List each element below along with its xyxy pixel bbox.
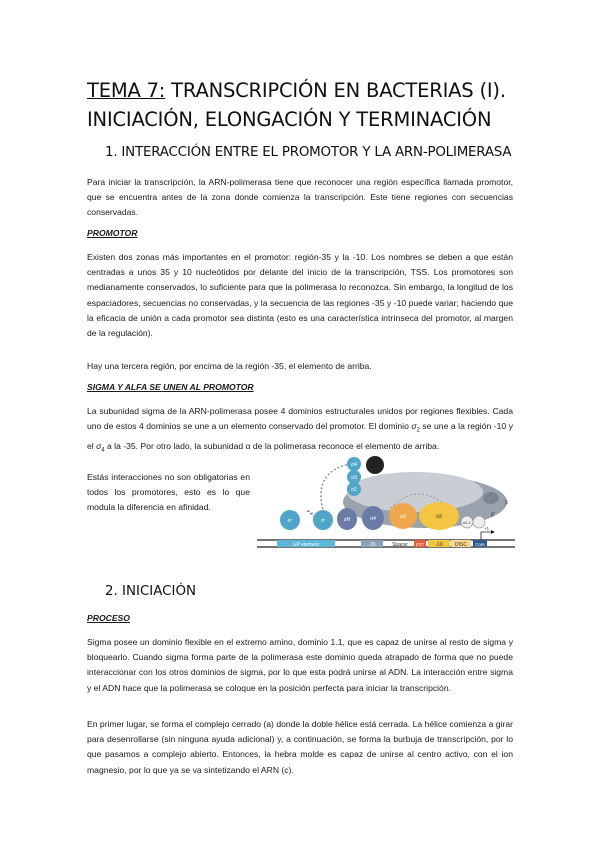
title-topic-text: TRANSCRIPCIÓN EN BACTERIAS (I). [165,79,506,102]
alpha-ntd-label: αN [343,517,351,523]
sigma-top-label-3: σ2 [351,487,357,493]
alpha-ctd-label-2: αⁱ [321,518,325,524]
sigma2-symbol: σ [411,421,417,432]
sigma2-subscript: 2 [416,427,420,434]
document-title-line2: INICIACIÓN, ELONGACIÓN Y TERMINACIÓN [87,108,492,131]
sigma-text-part-b: se une a la región -10 y el [87,421,513,452]
interactions-paragraph: Estás interacciones no son obligatorias en todos los promotores, esto es lo que modula la diferencia en afinidad. [87,472,250,513]
section1-intro-paragraph: Para iniciar la transcripción, la ARN-polimerasa tiene que reconocer una región específica llamada promotor, que se encuentra antes de la zona donde comienza la transcripción. Este tiene regiones con secuencias conservadas. [87,177,513,218]
section2-heading: 2. INICIACIÓN [105,584,197,599]
sigma4-subscript: 4 [101,447,105,454]
sigma-alpha-subheading: SIGMA Y ALFA SE UNEN AL PROMOTOR [87,382,254,392]
beta-prime-label: β' [491,512,495,518]
polymerase-diagram [255,452,517,558]
core-label: Core [475,542,485,547]
up-element-label: UP element [292,542,320,548]
beta-label: β [505,500,508,506]
omega-sphere [366,456,384,474]
section1-heading: 1. INTERACCIÓN ENTRE EL PROMOTOR Y LA ARN-POLIMERASA [105,145,512,160]
sigma-text-part-a: La subunidad sigma de la ARN-polimerasa posee 4 dominios estructurales unidos por regiones flexibles. Cada uno de estos 4 dominios se une a un elemento conservado del promotor. El dominio [87,406,513,432]
promotor-subheading: PROMOTOR [87,228,138,238]
alpha-ctd-label-1: αⁱⁱ [287,518,293,524]
sigma-top-label-1: σ4 [351,462,357,468]
minus10-label: -10 [435,542,443,548]
sigma3-domain-label: σ3 [400,514,406,520]
promotor-paragraph: Existen dos zonas más importantes en el promotor: región-35 y la -10. Los nombres se deben a que están centradas a unos 35 y 10 nucleótidos por delante del inicio de la transcripción, TSS. Los promotores son medianamente conservados, lo suficiente para que la polimerasa lo reconozca. Sin embargo, la longitud de los espaciadores, secuencias no conservadas, y la secuencia de las regiones -35 y -10 puede variar; haciendo que la eficacia de unión a cada promotor sea distinta (esto es una característica intrínseca del promotor, al margen de la regulación). [87,252,513,339]
disc-label: DISC [455,542,467,548]
sigma-top-label-2: σ3 [351,475,357,481]
tss-arrowhead [491,530,495,534]
sigma-paragraph [87,404,513,459]
title-topic-number: TEMA 7: [87,79,166,102]
sigma-text-part-c: a la -35. Por otro lado, la subunidad α de la polimerasa reconoce el elemento de arriba. [104,441,440,452]
ext-label: EXT [415,542,425,547]
spacer-label: Spacer [392,542,408,548]
sigma1-label: σ1.1 [462,520,472,525]
third-region-paragraph: Hay una tercera región, por encima de la región -35, el elemento de arriba. [87,361,372,371]
minus35-label: -35 [368,542,376,548]
tss-label: +1 [484,526,490,531]
proceso-paragraph: Sigma posee un dominio flexible en el extremo amino, dominio 1.1, que es capaz de unirse al resto de sigma y bloquearlo. Cuando sigma forma parte de la polimerasa este dominio queda atrapado de forma que no puede interaccionar con los otros dominios de sigma, por lo que esta podrá unirse al ADN. La interacción entre sigma y el ADN hace que la polimerasa se coloque en la posición perfecta para iniciar la transcripción. [87,637,513,693]
document-title-line1 [87,79,527,102]
sigma4-domain-label: σ4 [370,516,376,522]
sigma2-domain-label: σ2 [436,514,442,520]
proceso-subheading: PROCESO [87,613,130,623]
tss-arrow [481,532,491,540]
beta-prime-subunit-shape [347,472,483,512]
sigma4-symbol: σ [96,441,102,452]
beta-flap-shape [483,492,499,504]
complex-paragraph: En primer lugar, se forma el complejo cerrado (a) donde la doble hélice está cerrada. La hélice comienza a girar para desenrollarse (sin ninguna ayuda adicional) y, a continuación, se forma la burbuja de transcripción, por lo que pasamos a complejo abierto. Entonces, la hebra molde es capaz de unirse al centro activo, con el ion magnesio, por lo que ya se va sintetizando el ARN (c). [87,719,513,775]
polymerase-promoter-figure [255,452,517,558]
